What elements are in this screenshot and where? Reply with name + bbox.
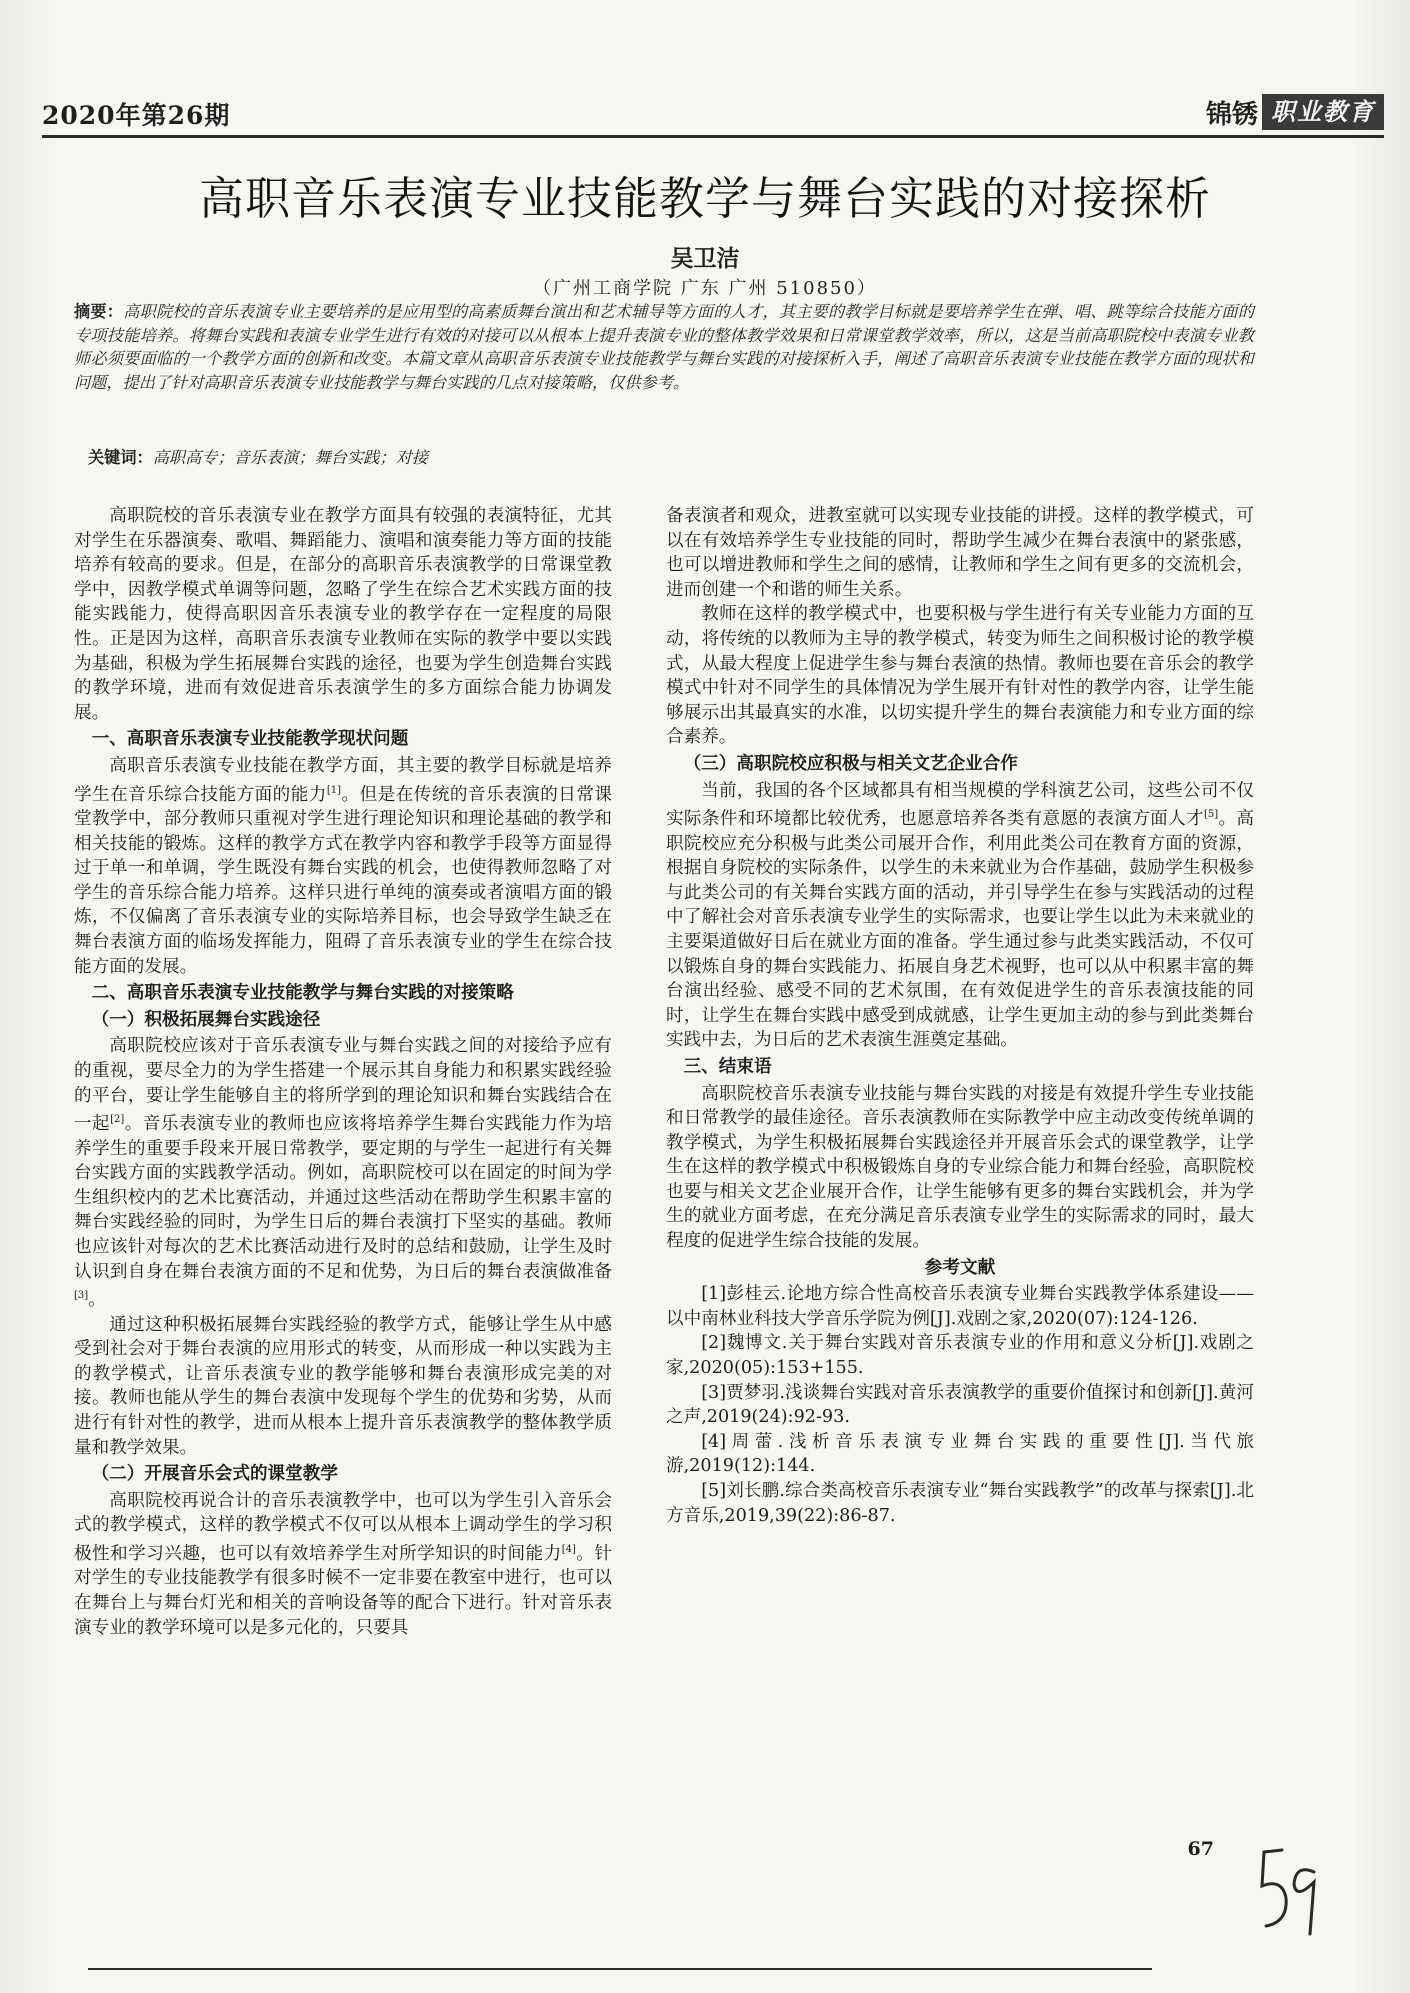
section-heading-3: 三、结束语 xyxy=(683,1056,772,1077)
reference-item: [1]彭桂云.论地方综合性高校音乐表演专业舞台实践教学体系建设——以中南林业科技大学音乐学院为例[J].戏剧之家,2020(07):124-126. xyxy=(666,1284,1254,1329)
left-column xyxy=(74,504,612,1640)
journal-issue: 2020年第26期 xyxy=(42,101,231,130)
subsection-heading-2-2: （二）开展音乐会式的课堂教学 xyxy=(91,1464,338,1485)
paragraph-text: 。但是在传统的音乐表演的日常课堂教学中，部分教师只重视对学生进行理论知识和理论基础的教学和相关技能的锻炼。这样的教学方式在教学内容和教学手段等方面显得过于单一和单调，学生既没有舞台实践的机会，也使得教师忽略了对学生的音乐综合能力培养。这样只进行单纯的演奏或者演唱方面的锻炼，不仅偏离了音乐表演专业的实际培养目标，也会导致学生缺乏在舞台表演方面的临场发挥能力，阻碍了音乐表演专业的学生在综合技能方面的发展。 xyxy=(74,784,612,977)
bottom-rule xyxy=(88,1968,1152,1970)
handwritten-59-icon xyxy=(1252,1842,1322,1942)
paragraph-text: 。 xyxy=(88,1289,106,1310)
subsection-heading-2-3: （三）高职院校应积极与相关文艺企业合作 xyxy=(683,753,1018,774)
reference-item: [4]周蕾.浅析音乐表演专业舞台实践的重要性[J].当代旅游,2019(12):144. xyxy=(666,1431,1254,1477)
paragraph xyxy=(74,1489,612,1640)
references-title: 参考文献 xyxy=(924,1257,996,1278)
intro-paragraph: 高职院校的音乐表演专业在教学方面具有较强的表演特征，尤其对学生在乐器演奏、歌唱、舞蹈能力、演唱和演奏能力等方面的技能培养有较高的要求。但是，在部分的高职音乐表演教学的日常课堂教学中，因教学模式单调等问题，忽略了学生在综合艺术实践方面的技能实践能力，使得高职因音乐表演专业的教学存在一定程度的局限性。正是因为这样，高职音乐表演专业教师在实际的教学中要以实践为基础，积极为学生拓展舞台实践的途径，也要为学生创造舞台实践的教学环境，进而有效促进音乐表演学生的多方面综合能力协调发展。 xyxy=(74,506,612,723)
paragraph: 备表演者和观众，进教室就可以实现专业技能的讲授。这样的教学模式，可以在有效培养学生专业技能的同时，帮助学生减少在舞台表演中的紧张感，也可以增进教师和学生之间的感情，让教师和学生之间有更多的交流机会，进而创建一个和谐的师生关系。 xyxy=(666,506,1254,600)
paragraph-text: 高职院校应该对于音乐表演专业与舞台实践之间的对接给予应有的重视，要尽全力的为学生搭建一个展示其自身能力和积累实践经验的平台，要让学生能够自主的将所学到的理论知识和舞台实践结合在一起 xyxy=(74,1036,612,1134)
article-title: 高职音乐表演专业技能教学与舞台实践的对接探析 xyxy=(198,172,1211,225)
abstract xyxy=(74,300,1254,394)
keywords-text: 高职高专；音乐表演；舞台实践；对接 xyxy=(152,448,428,467)
paragraph-text: 。针对学生的专业技能教学有很多时候不一定非要在教室中进行，也可以在舞台上与舞台灯光和相关的音响设备等的配合下进行。针对音乐表演专业的教学环境可以是多元化的，只要具 xyxy=(74,1543,612,1638)
citation-ref: [1] xyxy=(326,784,342,796)
page-number: 67 xyxy=(1187,1838,1214,1860)
author-affiliation: （广州工商学院 广东 广州 510850） xyxy=(533,278,877,299)
keywords-label: 关键词： xyxy=(88,448,153,467)
journal-brand: 锦锈 xyxy=(1205,100,1258,130)
reference-item: [3]贾梦羽.浅谈舞台实践对音乐表演教学的重要价值探讨和创新[J].黄河之声,2019(24):92-93. xyxy=(666,1382,1254,1428)
header-rule xyxy=(42,135,1384,138)
paragraph: 高职院校音乐表演专业技能与舞台实践的对接是有效提升学生专业技能和日常教学的最佳途径。音乐表演教师在实际教学中应主动改变传统单调的教学模式，为学生积极拓展舞台实践途径并开展音乐会式的课堂教学，让学生在这样的教学模式中积极锻炼自身的专业综合能力和舞台经验，高职院校也要与相关文艺企业展开合作，让学生能够有更多的舞台实践机会，并为学生的就业方面考虑，在充分满足音乐表演专业学生的实际需求的同时，最大程度的促进学生综合技能的发展。 xyxy=(666,1083,1254,1252)
section-badge: 职业教育 xyxy=(1262,94,1384,130)
citation-ref: [2] xyxy=(110,1114,125,1126)
reference-item: [2]魏博文.关于舞台实践对音乐表演专业的作用和意义分析[J].戏剧之家,2020(05):153+155. xyxy=(666,1333,1254,1379)
right-column xyxy=(666,504,1254,1528)
reference-item: [5]刘长鹏.综合类高校音乐表演专业“舞台实践教学”的改革与探索[J].北方音乐,2019,39(22):86-87. xyxy=(666,1481,1254,1526)
subsection-heading-2-1: （一）积极拓展舞台实践途径 xyxy=(91,1009,321,1030)
keywords xyxy=(88,444,428,468)
citation-ref: [4] xyxy=(561,1543,576,1555)
paragraph-text: 。音乐表演专业的教师也应该将培养学生舞台实践能力作为培养学生的重要手段来开展日常教学，要定期的与学生一起进行有关舞台实践方面的实践教学活动。例如，高职院校可以在固定的时间为学生组织校内的艺术比赛活动，并通过这些活动在帮助学生积累丰富的舞台实践经验的同时，为学生日后的舞台表演打下坚实的基础。教师也应该针对每次的艺术比赛活动进行及时的总结和鼓励，让学生及时认识到自身在舞台表演方面的不足和优势，为日后的舞台表演做准备 xyxy=(74,1113,612,1282)
citation-ref: [5] xyxy=(1203,809,1219,821)
paragraph-text: 。高职院校应充分积极与此类公司展开合作，利用此类公司在教育方面的资源，根据自身院校的实际条件，以学生的未来就业为合作基础，鼓励学生积极参与此类公司的有关舞台实践方面的活动，并引导学生在参与实践活动的过程中了解社会对音乐表演专业学生的实际需求，也要让学生以此为未来就业的主要渠道做好日后在就业方面的准备。学生通过参与此类实践活动，不仅可以锻炼自身的舞台实践能力、拓展自身艺术视野，也可以从中积累丰富的舞台演出经验、感受不同的艺术氛围，在有效促进学生的音乐表演技能的同时，让学生在舞台实践中感受到成就感，让学生更加主动的参与到此类舞台实践中去，为日后的艺术表演生涯奠定基础。 xyxy=(666,808,1254,1051)
paragraph-text: 当前，我国的各个区域都具有相当规模的学科演艺公司，这些公司不仅实际条件和环境都比较优秀，也愿意培养各类有意愿的表演方面人才 xyxy=(666,780,1254,829)
section-heading-2: 二、高职音乐表演专业技能教学与舞台实践的对接策略 xyxy=(91,983,514,1004)
paragraph xyxy=(74,754,612,979)
paragraph-text: 高职院校再说合计的音乐表演教学中，也可以为学生引入音乐会式的教学模式，这样的教学模式不仅可以从根本上调动学生的学习积极性和学习兴趣，也可以有效培养学生对所学知识的时间能力 xyxy=(74,1490,612,1564)
paragraph xyxy=(74,1034,612,1312)
handwritten-note xyxy=(1252,1842,1322,1946)
paragraph-text: 高职音乐表演专业技能在教学方面，其主要的教学目标就是培养学生在音乐综合技能方面的能力 xyxy=(74,755,612,805)
paragraph: 通过这种积极拓展舞台实践经验的教学方式，能够让学生从中感受到社会对于舞台表演的应用形式的转变，从而形成一种以实践为主的教学模式，让音乐表演专业的教学能够和舞台表演形成完美的对接。教师也能从学生的舞台表演中发现每个学生的优势和劣势，从而进行有针对性的教学，进而从根本上提升音乐表演教学的整体教学质量和教学效果。 xyxy=(74,1314,612,1458)
citation-ref: [3] xyxy=(74,1290,89,1302)
paragraph xyxy=(666,779,1254,1053)
abstract-text: 高职院校的音乐表演专业主要培养的是应用型的高素质舞台演出和艺术辅导等方面的人才，其主要的教学目标就是要培养学生在弹、唱、跳等综合技能方面的专项技能培养。将舞台实践和表演专业学生进行有效的对接可以从根本上提升表演专业的整体教学效果和日常课堂教学效率，所以，这是当前高职院校中表演专业教师必须要面临的一个教学方面的创新和改变。本篇文章从高职音乐表演专业技能教学与舞台实践的对接探析入手，阐述了高职音乐表演专业技能在教学方面的现状和问题，提出了针对高职音乐表演专业技能教学与舞台实践的几点对接策略，仅供参考。 xyxy=(74,302,1255,392)
abstract-label: 摘要： xyxy=(74,302,124,321)
section-heading-1: 一、高职音乐表演专业技能教学现状问题 xyxy=(91,729,409,750)
paragraph: 教师在这样的教学模式中，也要积极与学生进行有关专业能力方面的互动，将传统的以教师为主导的教学模式，转变为师生之间积极讨论的教学模式，从最大程度上促进学生参与舞台表演的热情。教师也要在音乐会的教学模式中针对不同学生的具体情况为学生展开有针对性的教学内容，让学生能够展示出其最真实的水准，以切实提升学生的舞台表演能力和专业方面的综合素养。 xyxy=(666,604,1254,748)
article-author: 吴卫洁 xyxy=(670,246,740,272)
